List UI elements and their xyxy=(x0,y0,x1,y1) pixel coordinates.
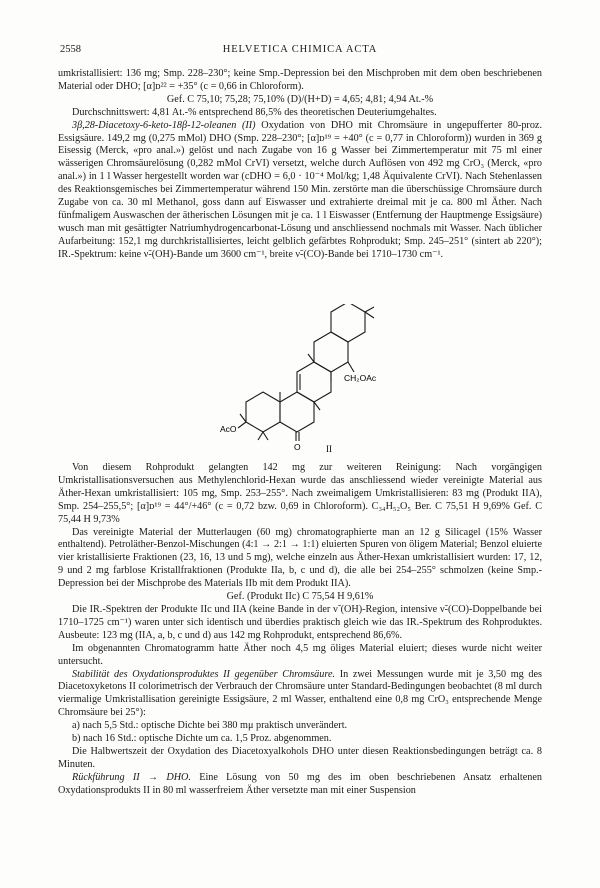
oxidation-text: Oxydation von DHO mit Chromsäure in ungepufferter 80-proz. Essigsäure. 149,2 mg (0,275 mMol) DHO (Smp. 228–230°; [α]ᴅ¹⁹ = +40° (c = 0,77 in Chloroform)) wurden in 369 g Eisessig (Merck, «pro anal.») gelöst und nach Zugabe von 16 g Wasser bei Zimmertemperatur mit 75 ml einer wässerigen Chromsäurelösung (0,282 mMol CrVI) versetzt, welche durch Auflösen von 492 mg CrO₃ (Merck, «pro anal.») in 1 l Wasser hergestellt worden war (cDHO = 6,0 · 10⁻⁴ Mol/kg; 1,48 Äquivalente CrVI). Nach Stehenlassen des Reaktionsgemisches bei Zimmertemperatur während 150 Min. zerstörte man die überschüssige Chromsäure durch Zugabe von ca. 30 ml Methanol, goss dann auf Eiswasser und extrahierte dreimal mit je ca. 800 ml Äther. Nach fünfmaligem Auswaschen der ätherischen Lösungen mit je ca. 1 l Eiswasser (Entfernung der Hauptmenge Essigsäure) wusch man mit gesättigter Natriumhydrogencarbonat-Lösung und anschliessend nochmals mit Wasser. Nach üblicher Aufarbeitung: 152,1 mg durchkristallisiertes, leicht gelblich gefärbtes Rohprodukt; Smp. 245–251° (sintert ab 220°); IR.-Spektrum: keine ν̃-(OH)-Bande um 3600 cm⁻¹, breite ν̃-(CO)-Bande bei 1710–1730 cm⁻¹. xyxy=(58,119,542,260)
reversion-text: Eine Lösung von 50 mg des im oben beschriebenen Ansatz erhaltenen Oxydationsprodukts II in 80 ml wasserfreiem Äther versetzte man mit einer Suspension xyxy=(58,771,542,796)
paragraph-ir-spectra: Die IR.-Spektren der Produkte IIc und IIA (keine Bande in der ν̃ (OH)-Region, intensive ν̃-(CO)-Doppelbande bei 1710–1725 cm⁻¹) waren unter sich identisch und überdies praktisch gleich wie das IR.-Spektrum des Rohproduktes. Ausbeute: 123 mg (IIA, a, b, c und d) aus 142 mg Rohprodukt, entsprechend 86,6%. xyxy=(58,603,542,641)
paragraph-half-life: Die Halbwertszeit der Oxydation des Diacetoxyalkohols DHO unter diesen Reaktionsbedingungen beträgt ca. 8 Minuten. xyxy=(58,745,542,770)
page-number: 2558 xyxy=(60,44,81,55)
paragraph-recrystallisation: umkristallisiert: 136 mg; Smp. 228–230°; keine Smp.-Depression bei den Mischproben mit dem oben beschriebenen Material oder DHO; [α]ᴅ²² = +35° (c = 0,66 in Chloroform). xyxy=(58,68,542,92)
paragraph-stability xyxy=(58,669,542,721)
paragraph-ether-fraction: Im obgenannten Chromatogramm hatte Äther noch 4,5 mg öliges Material eluiert; dieses wurde nicht weiter untersucht. xyxy=(58,642,542,667)
paragraph-reversion xyxy=(58,772,542,798)
paragraph-average: Durchschnittswert: 4,81 At.-% entsprechend 86,5% des theoretischen Deuteriumgehaltes. xyxy=(72,106,437,118)
ch2oac-label: CH₂OAc xyxy=(344,373,377,383)
bottom-text-block xyxy=(58,462,542,798)
compound-number: II xyxy=(326,444,332,454)
stability-heading: Stabilität des Oxydationsproduktes II gegenüber Chromsäure. xyxy=(72,668,336,680)
aco-label: AcO xyxy=(220,424,237,434)
structure-formula xyxy=(216,304,386,454)
compound-heading: 3β,28-Diacetoxy-6-keto-18β-12-oleanen (II) xyxy=(72,119,256,131)
paragraph-chromatography: Das vereinigte Material der Mutterlaugen (60 mg) chromatographierte man an 12 g Silicagel (15% Wasser enthaltend). Petroläther-Benzol-Mischungen (4:1 → 2:1 → 1:1) eluierten Spuren von öligem Material; Benzol eluierte vier kristallisierte Fraktionen (23, 16, 13 und 5 mg), welche einzeln aus Äther-Hexan umkristallisiert wurden: 17, 12, 9 und 2 mg farblose Kristallfraktionen (Produkte IIa, b, c und d), die alle bei 254–255° schmolzen (keine Smp.-Depression bei der Mischprobe des Materials IIb mit dem Produkt IIA). xyxy=(58,526,542,590)
paragraph-purification: Von diesem Rohprodukt gelangten 142 mg zur weiteren Reinigung: Nach vorgängigen Umkristallisationsversuchen aus Methylenchlorid-Hexan wurde das anschliessend wieder vereinigte Material aus Äther-Hexan umkristallisiert: 105 mg, Smp. 253–255°. Nach zweimaligem Umkristallisieren: 83 mg (Produkt IIA), Smp. 254–255,5°; [α]ᴅ¹⁹ = 44°/+46° (c = 0,72 bzw. 0,69 in Chloroform). C₃₄H₅₂O₅ Ber. C 75,51 H 9,69% Gef. C 75,44 H 9,73% xyxy=(58,462,542,525)
ketone-o-label: O xyxy=(294,442,301,452)
reversion-heading: Rückführung II → DHO. xyxy=(72,771,191,783)
oleanene-structure-drawing xyxy=(216,304,386,454)
top-text-block xyxy=(58,68,542,262)
measurement-a: a) nach 5,5 Std.: optische Dichte bei 380 mμ praktisch unverändert. xyxy=(72,720,348,732)
analysis-line: Gef. C 75,10; 75,28; 75,10% (D)/(H+D) = 4,65; 4,81; 4,94 At.-% xyxy=(166,93,434,105)
journal-title: HELVETICA CHIMICA ACTA xyxy=(222,44,378,55)
stability-text: In zwei Messungen wurde mit je 3,50 mg des Diacetoxyketons II colorimetrisch der Verbrauch der Chromsäure unter Standard-Bedingungen beobachtet (8 ml durch viermalige Umkristallisation gereinigte Essigsäure, 2 ml Wasser, enthaltend eine 0,8 mg CrO₃ entsprechende Menge Chromsäure bei 25°): xyxy=(58,668,542,719)
paragraph-oxidation xyxy=(58,120,542,262)
measurement-b: b) nach 16 Std.: optische Dichte um ca. 1,5 Proz. abgenommen. xyxy=(72,733,332,745)
analysis-line-2: Gef. (Produkt IIc) C 75,54 H 9,61% xyxy=(226,591,374,603)
running-header xyxy=(60,44,540,58)
